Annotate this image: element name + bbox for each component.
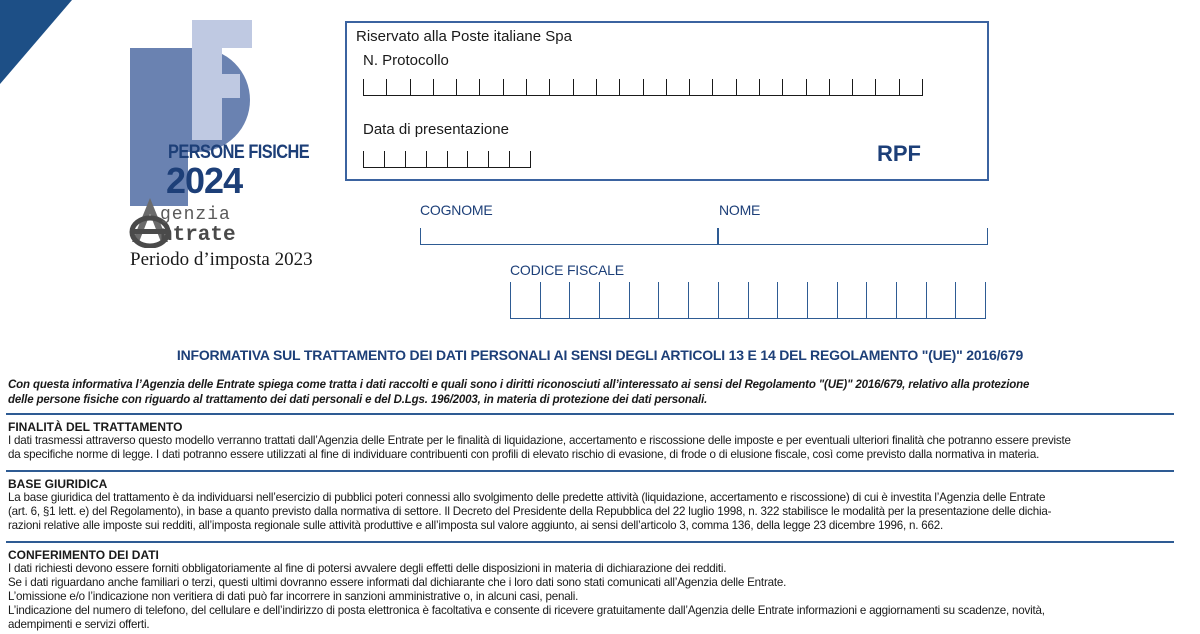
informativa-intro <box>8 378 1193 408</box>
comb-tick <box>426 151 427 167</box>
comb-tick <box>363 79 364 95</box>
model-code: RPF <box>877 141 921 166</box>
comb-tick <box>643 79 644 95</box>
comb-tick <box>985 282 986 318</box>
comb-tick <box>806 79 807 95</box>
comb-tick <box>782 79 783 95</box>
comb-tick <box>433 79 434 95</box>
comb-tick <box>363 151 364 167</box>
comb-tick <box>852 79 853 95</box>
comb-tick <box>658 282 659 318</box>
comb-tick <box>629 282 630 318</box>
comb-tick <box>736 79 737 95</box>
section-line: Se i dati riguardano anche familiari o terzi, questi ultimi dovranno essere informati dal dichiarante che i loro dati sono stati comunicati all’Agenzia delle Entrate. <box>8 576 787 589</box>
section-line: (art. 6, §1 lett. e) del Regolamento), in base a quanto previsto dalla normativa di settore. Il Decreto del Presidente della Repubblica del 22 luglio 1998, n. 322 stabilisce le modalità per la presentazione delle dichia- <box>8 505 1052 518</box>
section-base-giuridica <box>8 477 1178 533</box>
comb-tick <box>526 79 527 95</box>
section-conferimento <box>8 548 1178 632</box>
divider <box>6 541 1174 543</box>
comb-tick <box>829 79 830 95</box>
comb-tick <box>837 282 838 318</box>
comb-tick <box>405 151 406 167</box>
comb-tick <box>807 282 808 318</box>
comb-tick <box>689 79 690 95</box>
surname-label: COGNOME <box>420 202 493 218</box>
comb-tick <box>777 282 778 318</box>
name-input[interactable] <box>718 228 988 245</box>
comb-tick <box>759 79 760 95</box>
tax-code-label: CODICE FISCALE <box>510 262 624 278</box>
comb-tick <box>899 79 900 95</box>
protocol-label: N. Protocollo <box>363 52 449 69</box>
comb-tick <box>549 79 550 95</box>
section-line: I dati trasmessi attraverso questo modello verranno trattati dall’Agenzia delle Entrate per le finalità di liquidazione, accertamento e riscossione delle imposte e per eventuali ulteriori finalità che potranno essere previste <box>8 434 1071 447</box>
comb-tick <box>447 151 448 167</box>
comb-tick <box>503 79 504 95</box>
divider <box>6 413 1174 415</box>
name-label: NOME <box>719 202 761 218</box>
tax-code-input[interactable] <box>510 282 986 319</box>
tax-period: Periodo d’imposta 2023 <box>130 249 313 270</box>
surname-input[interactable] <box>420 228 718 245</box>
intro-line: Con questa informativa l’Agenzia delle Entrate spiega come tratta i dati raccolti e quali sono i diritti riconosciuti all’interessato ai sensi del Regolamento "(UE)" 2016/679, relativo alla protezione <box>8 379 1030 391</box>
section-heading: CONFERIMENTO DEI DATI <box>8 548 159 562</box>
comb-tick <box>573 79 574 95</box>
section-heading: BASE GIURIDICA <box>8 477 108 491</box>
section-line: I dati richiesti devono essere forniti obbligatoriamente al fine di potersi avvalere degli effetti delle disposizioni in materia di dichiarazione dei redditi. <box>8 562 727 575</box>
comb-tick <box>666 79 667 95</box>
logo-year: 2024 <box>166 160 243 201</box>
date-label: Data di presentazione <box>363 121 509 138</box>
reserved-box <box>345 21 989 181</box>
comb-tick <box>712 79 713 95</box>
comb-tick <box>456 79 457 95</box>
comb-tick <box>530 151 531 167</box>
comb-tick <box>540 282 541 318</box>
section-line: adempimenti e servizi offerti. <box>8 618 150 631</box>
comb-tick <box>569 282 570 318</box>
reserved-title: Riservato alla Poste italiane Spa <box>356 28 572 45</box>
section-line: L’indicazione del numero di telefono, del cellulare e dell’indirizzo di posta elettronica è facoltativa e consente di ricevere gratuitamente dall’Agenzia delle Entrate informazioni e aggiornamenti su scadenze, novità, <box>8 604 1045 617</box>
comb-tick <box>875 79 876 95</box>
comb-tick <box>922 79 923 95</box>
divider <box>6 470 1174 472</box>
logo-product: PERSONE FISICHE <box>168 142 310 163</box>
comb-tick <box>510 282 511 318</box>
comb-tick <box>748 282 749 318</box>
section-heading: FINALITÀ DEL TRATTAMENTO <box>8 420 183 434</box>
comb-tick <box>619 79 620 95</box>
comb-tick <box>599 282 600 318</box>
comb-tick <box>384 151 385 167</box>
comb-tick <box>688 282 689 318</box>
comb-tick <box>926 282 927 318</box>
section-line: razioni relative alle imposte sui redditi, all’imposta regionale sulle attività produttive e all’imposta sul valore aggiunto, ai sensi dell’articolo 3, comma 136, della legge 23 dicembre 1996, n. 662. <box>8 519 944 532</box>
comb-tick <box>955 282 956 318</box>
section-line: L’omissione e/o l’indicazione non veritiera di dati può far incorrere in sanzioni amministrative o, in alcuni casi, penali. <box>8 590 579 603</box>
comb-tick <box>718 282 719 318</box>
comb-tick <box>488 151 489 167</box>
informativa-title: INFORMATIVA SUL TRATTAMENTO DEI DATI PERSONALI AI SENSI DEGLI ARTICOLI 13 E 14 DEL REGOLAMENTO "(UE)" 2016/679 <box>176 347 1024 363</box>
corner-ribbon <box>0 0 72 84</box>
protocol-input[interactable] <box>363 79 923 96</box>
comb-tick <box>509 151 510 167</box>
comb-tick <box>386 79 387 95</box>
logo-f-letter <box>192 20 250 140</box>
agency-word-2: ntrate <box>160 224 236 247</box>
section-finalita <box>8 420 1178 462</box>
agency-word-1: genzia <box>160 205 231 225</box>
comb-tick <box>479 79 480 95</box>
intro-line: delle persone fisiche con riguardo al trattamento dei dati personali e del D.Lgs. 196/2003, in materia di protezione dei dati personali. <box>8 394 708 406</box>
section-line: da specifiche norme di legge. I dati potranno essere utilizzati al fine di individuare contribuenti con profili di elevato rischio di evasione, di frode o di elusione fiscale, così come previsto dalla normativa in materia. <box>8 448 1040 461</box>
section-line: La base giuridica del trattamento è da individuarsi nell’esercizio di pubblici poteri connessi allo svolgimento delle predette attività (liquidazione, accertamento e riscossione) di cui è investita l’Agenzia delle Entrate <box>8 491 1046 504</box>
comb-tick <box>467 151 468 167</box>
comb-tick <box>410 79 411 95</box>
date-input[interactable] <box>363 151 531 168</box>
comb-tick <box>596 79 597 95</box>
pf-logo <box>128 20 358 270</box>
comb-tick <box>896 282 897 318</box>
comb-tick <box>866 282 867 318</box>
